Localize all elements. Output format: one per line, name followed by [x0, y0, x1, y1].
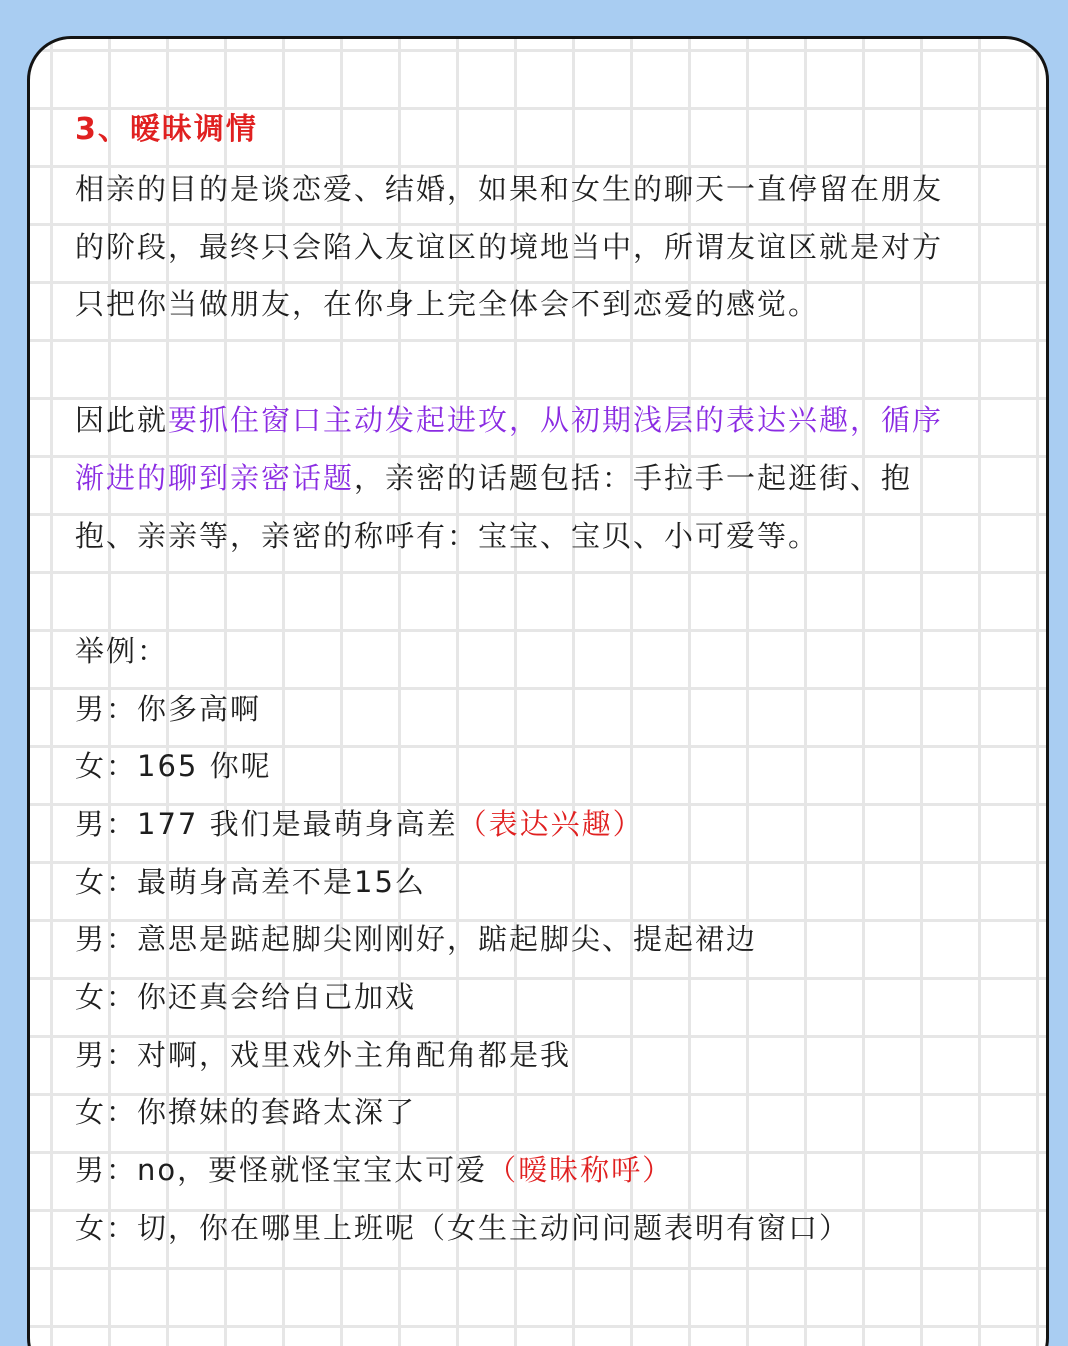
- dialogue-text: 男：no，要怪就怪宝宝太可爱: [75, 1153, 488, 1187]
- dialogue-line: [75, 1150, 673, 1190]
- dialogue-text: 男：你多高啊: [75, 692, 262, 726]
- dialogue-line: [75, 1035, 571, 1075]
- dialogue-text: 男：意思是踮起脚尖刚刚好，踮起脚尖、提起裙边: [75, 922, 758, 956]
- dialogue-note: （表达兴趣）: [457, 807, 644, 841]
- dialogue-line: [75, 1208, 850, 1248]
- paragraph2-highlight-part2: 渐进的聊到亲密话题: [75, 461, 355, 495]
- dialogue-line: [75, 804, 644, 844]
- paragraph2-line1: [75, 400, 943, 440]
- paragraph1-line1: 相亲的目的是谈恋爱、结婚，如果和女生的聊天一直停留在朋友: [75, 172, 944, 206]
- paragraph2-line2: [75, 458, 912, 498]
- dialogue-text: 女：你撩妹的套路太深了: [75, 1095, 417, 1129]
- dialogue-text: 女：切，你在哪里上班呢（女生主动问问题表明有窗口）: [75, 1211, 851, 1245]
- dialogue-line: [75, 919, 757, 959]
- dialogue-line: [75, 977, 416, 1017]
- dialogue-line: [75, 689, 261, 729]
- dialogue-note: （暧昧称呼）: [487, 1153, 674, 1187]
- paragraph2-prefix: 因此就: [75, 403, 169, 437]
- dialogue-text: 男：177 我们是最萌身高差: [75, 807, 458, 841]
- content-card: [27, 36, 1049, 1346]
- dialogue-text: 女：165 你呢: [75, 749, 272, 783]
- dialogue-line: [75, 1092, 416, 1132]
- paragraph1-line2: 的阶段，最终只会陷入友谊区的境地当中，所谓友谊区就是对方: [75, 230, 944, 264]
- section-title: 3、暧昧调情: [75, 112, 258, 147]
- dialogue-line: [75, 746, 272, 786]
- example-label: 举例：: [75, 634, 169, 668]
- dialogue-text: 男：对啊，戏里戏外主角配角都是我: [75, 1038, 572, 1072]
- dialogue-text: 女：你还真会给自己加戏: [75, 980, 417, 1014]
- paragraph2-rest: ，亲密的话题包括：手拉手一起逛街、抱: [354, 461, 913, 495]
- dialogue-text: 女：最萌身高差不是15么: [75, 865, 426, 899]
- paragraph1-line3: 只把你当做朋友，在你身上完全体会不到恋爱的感觉。: [75, 287, 820, 321]
- paragraph2-highlight-part1: 要抓住窗口主动发起进攻，从初期浅层的表达兴趣，循序: [168, 403, 944, 437]
- paragraph2-line3: 抱、亲亲等，亲密的称呼有：宝宝、宝贝、小可爱等。: [75, 519, 820, 553]
- dialogue-line: [75, 862, 426, 902]
